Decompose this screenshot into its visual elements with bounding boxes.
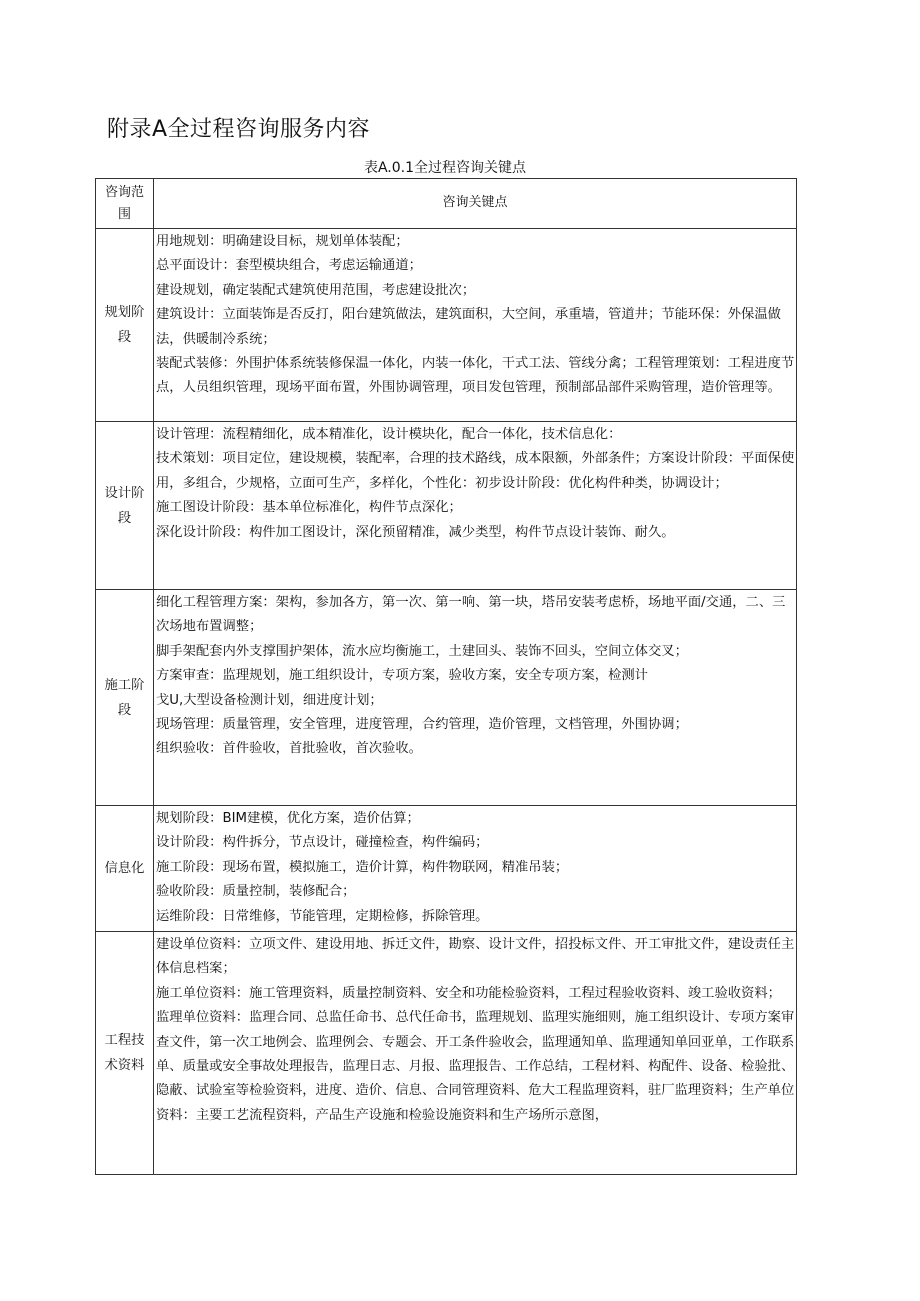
key-point-line: 设计管理：流程精细化，成本精准化，设计模块化，配合一体化，技术信息化： bbox=[156, 427, 622, 442]
key-point-line: 规划阶段：BIM建模，优化方案，造价估算； bbox=[156, 811, 420, 826]
key-point-line: 建设规划，确定装配式建筑使用范围，考虑建设批次； bbox=[156, 282, 476, 298]
key-point-line: 技术策划：项目定位，建设规模，装配率，合理的技术路线，成本限额，外部条件；方案设计阶段：平面保使用，多组合，少规格，立面可生产，多样化，个性化：初步设计阶段：优化构件种类，协调设计； bbox=[156, 451, 795, 491]
key-point-line: 运维阶段：日常维修，节能管理，定期检修，拆除管理。 bbox=[156, 908, 489, 924]
header-points: 咨询关键点 bbox=[154, 179, 797, 229]
header-scope: 咨询范围 bbox=[96, 179, 154, 229]
table-row-construction bbox=[96, 590, 797, 806]
row-points-planning bbox=[154, 229, 797, 422]
key-point-line: 细化工程管理方案：架构，参加各方，第一次、第一响、第一块，塔吊安装考虑桥，场地平面/交通，二、三次场地布置调整； bbox=[156, 595, 786, 635]
row-points-design bbox=[154, 422, 797, 590]
table-row-planning bbox=[96, 229, 797, 422]
row-points-construction bbox=[154, 590, 797, 806]
key-point-line: 监理单位资料：监理合同、总监任命书、总代任命书，监理规划、监理实施细则，施工组织设计、专项方案审查文件，第一次工地例会、监理例会、专题会、开工条件验收会，监理通知单、监理通知单回亚单，工作联系单、质量或安全事故处理报告，监理日志、月报、监理报告、工作总结，工程材料、构配件、设备、检验批、隐蔽、试验室等检验资料，进度、造价、信息、合同管理资料、危大工程监理资料，驻厂监理资料；生产单位资料：主要工艺流程资料，产品生产设施和检验设施资料和生产场所示意图， bbox=[156, 1010, 795, 1123]
key-point-line: 建设单位资料：立项文件、建设用地、拆迁文件，勘察、设计文件，招投标文件、开工审批文件，建设责任主体信息档案； bbox=[156, 937, 795, 977]
row-scope-informatization: 信息化 bbox=[96, 806, 154, 932]
key-point-line: 现场管理：质量管理，安全管理，进度管理，合约管理，造价管理，文档管理，外围协调； bbox=[156, 717, 688, 733]
key-point-line: 装配式装修：外围护体系统装修保温一体化，内装一体化，干式工法、管线分禽；工程管理策划：工程进度节点，人员组织管理，现场平面布置，外围协调管理，项目发包管理，预制部品部件采购管理，造价管理等。 bbox=[156, 356, 795, 396]
row-scope-design: 设计阶段 bbox=[96, 422, 154, 590]
table-row-design bbox=[96, 422, 797, 590]
consulting-key-points-table bbox=[95, 178, 797, 1175]
key-point-line: 用地规划：明确建设目标，规划单体装配； bbox=[156, 234, 409, 249]
row-scope-planning: 规划阶段 bbox=[96, 229, 154, 422]
row-scope-technical-records: 工程技术资料 bbox=[96, 932, 154, 1175]
table-row-informatization bbox=[96, 806, 797, 932]
key-point-line: 施工阶段：现场布置，模拟施工，造价计算，构件物联网，精准吊装； bbox=[156, 859, 569, 875]
page-title: 附录A全过程咨询服务内容 bbox=[107, 117, 371, 142]
key-point-line: 设计阶段：构件拆分，节点设计，碰撞检查，构件编码； bbox=[156, 835, 489, 851]
key-point-line: 方案审查：监理规划，施工组织设计，专项方案，验收方案，安全专项方案，检测计 bbox=[156, 668, 648, 684]
key-point-line: 施工单位资料：施工管理资料，质量控制资料、安全和功能检验资料，工程过程验收资料、竣工验收资料； bbox=[156, 985, 781, 1001]
key-point-line: 验收阶段：质量控制，装修配合； bbox=[156, 884, 356, 900]
table-header-row bbox=[96, 179, 797, 229]
key-point-line: 总平面设计：套型模块组合，考虑运输通道； bbox=[156, 258, 422, 274]
key-point-line: 组织验收：首件验收，首批验收，首次验收。 bbox=[156, 741, 422, 757]
key-point-line: 戈U,大型设备检测计划，细进度计划； bbox=[156, 692, 383, 708]
row-points-technical-records bbox=[154, 932, 797, 1175]
row-points-informatization bbox=[154, 806, 797, 932]
row-scope-construction: 施工阶段 bbox=[96, 590, 154, 806]
key-point-line: 建筑设计：立面装饰是否反打，阳台建筑做法，建筑面积，大空间，承重墙，管道井；节能环保：外保温做法，供暖制冷系统； bbox=[156, 307, 781, 347]
key-point-line: 脚手架配套内外支撑围护架体，流水应均衡施工，土建回头、装饰不回头，空间立体交叉； bbox=[156, 643, 688, 659]
key-point-line: 深化设计阶段：构件加工图设计，深化预留精准，减少类型，构件节点设计装饰、耐久。 bbox=[156, 524, 675, 540]
table-caption: 表A.0.1全过程咨询关键点 bbox=[363, 160, 527, 176]
table-row-technical-records bbox=[96, 932, 797, 1175]
key-point-line: 施工图设计阶段：基本单位标准化，构件节点深化； bbox=[156, 500, 462, 516]
